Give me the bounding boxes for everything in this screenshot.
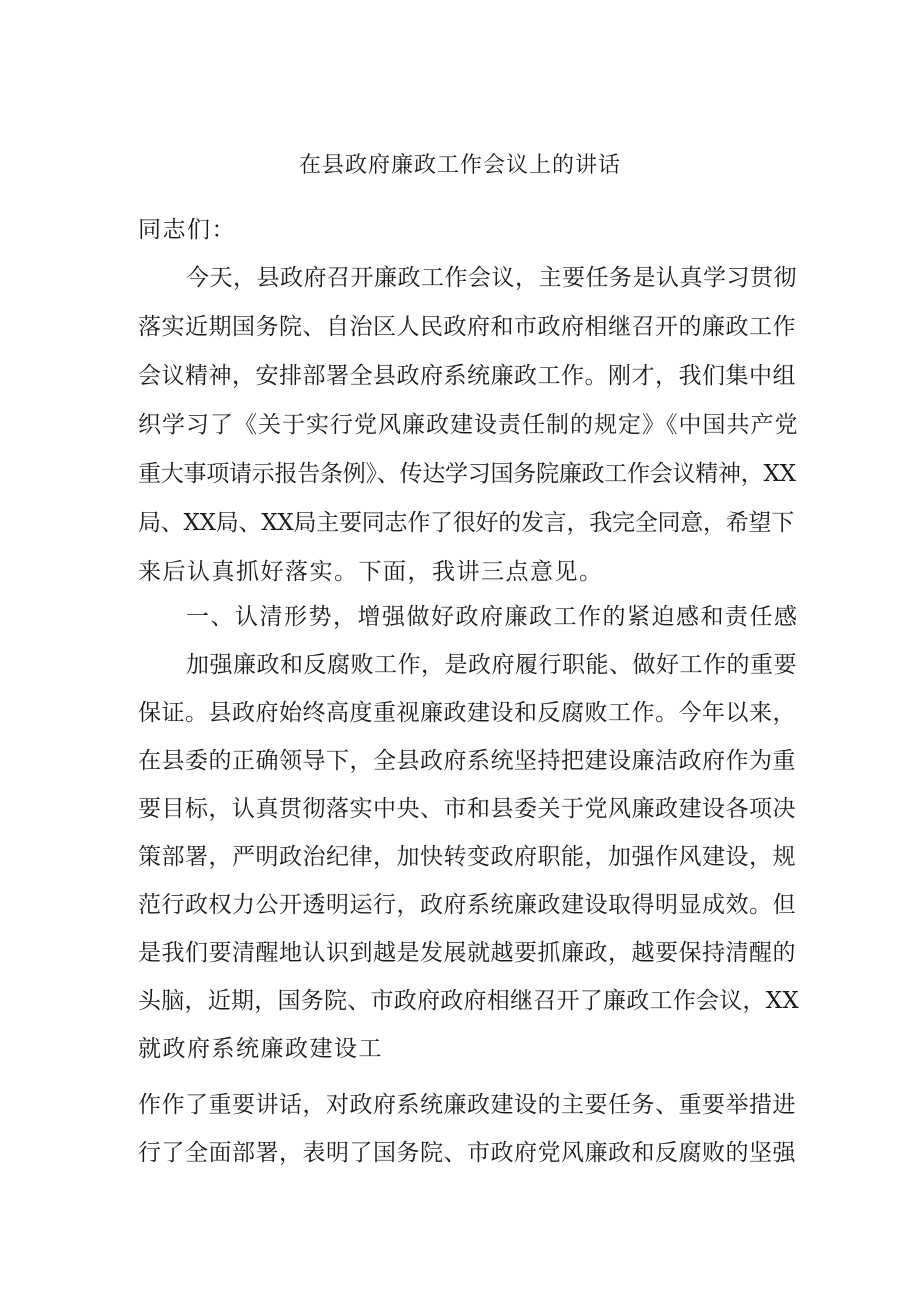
section-heading: 一、认清形势，增强做好政府廉政工作的紧迫感和责任感 <box>186 604 799 630</box>
paragraph-line: 头脑，近期，国务院、市政府政府相继召开了廉政工作会议，XX <box>138 988 799 1014</box>
paragraph-line: 是我们要清醒地认识到越是发展就越要抓廉政，越要保持清醒的 <box>138 940 796 966</box>
paragraph-line: 保证。县政府始终高度重视廉政建设和反腐败工作。今年以来， <box>138 700 796 726</box>
paragraph-line: 今天，县政府召开廉政工作会议，主要任务是认真学习贯彻 <box>186 265 797 291</box>
salutation: 同志们： <box>138 217 236 243</box>
paragraph-line: 落实近期国务院、自治区人民政府和市政府相继召开的廉政工作 <box>138 314 796 340</box>
document-title: 在县政府廉政工作会议上的讲话 <box>298 153 621 178</box>
paragraph-line: 来后认真抓好落实。下面，我讲三点意见。 <box>138 559 604 585</box>
paragraph-line: 行了全面部署，表明了国务院、市政府党风廉政和反腐败的坚强 <box>138 1140 796 1166</box>
paragraph-line: 策部署，严明政治纪律，加快转变政府职能，加强作风建设，规 <box>138 844 796 870</box>
paragraph-line: 织学习了《关于实行党风廉政建设责任制的规定》《中国共产党 <box>138 412 799 438</box>
paragraph-line: 在县委的正确领导下，全县政府系统坚持把建设廉洁政府作为重 <box>138 748 796 774</box>
paragraph-line: 就政府系统廉政建设工 <box>138 1036 383 1062</box>
paragraph-line: 范行政权力公开透明运行，政府系统廉政建设取得明显成效。但 <box>138 892 796 918</box>
paragraph-line: 会议精神，安排部署全县政府系统廉政工作。刚才，我们集中组 <box>138 363 796 389</box>
paragraph-line: 重大事项请示报告条例》、传达学习国务院廉政工作会议精神，XX <box>138 461 796 487</box>
paragraph-line: 加强廉政和反腐败工作，是政府履行职能、做好工作的重要 <box>186 652 797 678</box>
paragraph-line: 局、XX局、XX局主要同志作了很好的发言，我完全同意，希望下 <box>138 510 794 536</box>
paragraph-line: 要目标，认真贯彻落实中央、市和县委关于党风廉政建设各项决 <box>138 796 796 822</box>
paragraph-line: 作作了重要讲话，对政府系统廉政建设的主要任务、重要举措进 <box>138 1092 796 1118</box>
